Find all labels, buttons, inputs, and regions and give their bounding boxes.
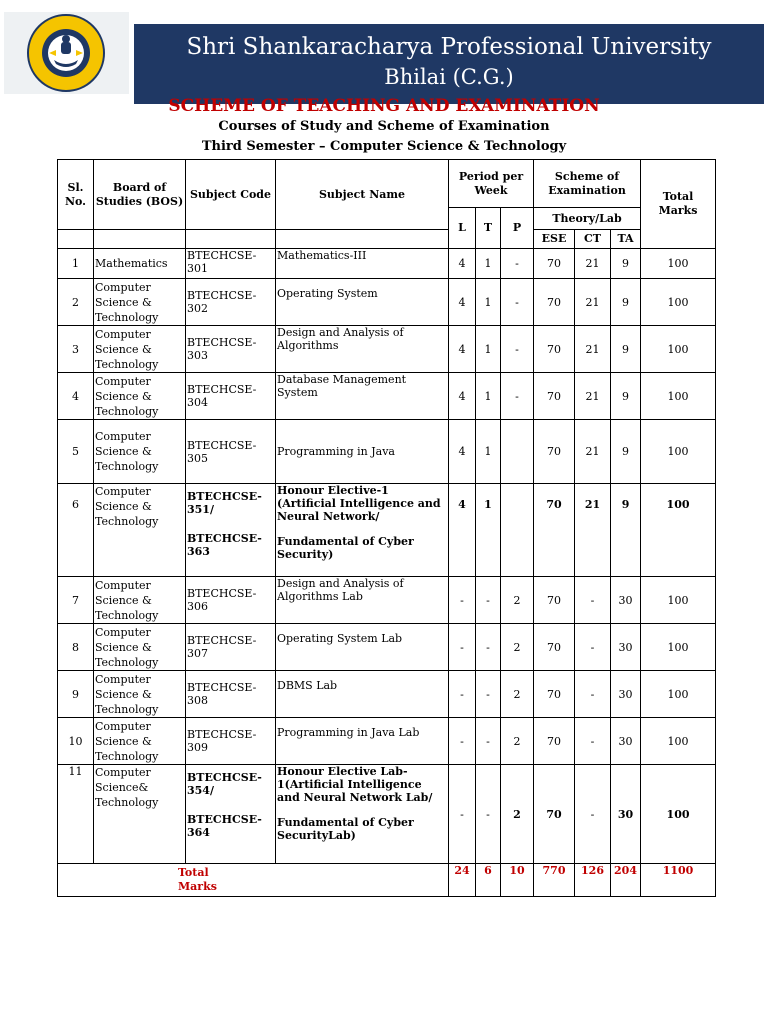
row-bos: Computer Science & Technology (94, 671, 186, 718)
row-name: Programming in Java Lab (276, 718, 449, 765)
row-name: Design and Analysis of Algorithms (276, 326, 449, 373)
col-ct: CT (575, 230, 611, 249)
col-bos-blank (94, 230, 186, 249)
table-row (58, 420, 716, 484)
row-sl: 8 (58, 624, 94, 671)
row-t: - (476, 671, 501, 718)
row-ct: 21 (575, 279, 611, 326)
row-code-cell (186, 484, 276, 577)
row-name-cell (276, 765, 449, 864)
row-t: 1 (476, 249, 501, 279)
row-name-cell (276, 484, 449, 577)
row-ct: - (575, 765, 611, 864)
row-l: 4 (449, 484, 476, 577)
row-ct: - (575, 577, 611, 624)
row-ta: 30 (611, 765, 641, 864)
row-ta: 9 (611, 326, 641, 373)
row-bos: Computer Science & Technology (94, 326, 186, 373)
row-total: 100 (641, 249, 716, 279)
university-location: Bhilai (C.G.) (384, 65, 514, 89)
row-t: 1 (476, 373, 501, 420)
row-ct: 21 (575, 484, 611, 577)
row-ta: 9 (611, 484, 641, 577)
row-sl: 6 (58, 484, 94, 577)
row-bos: Computer Science & Technology (94, 373, 186, 420)
row-bos: Computer Science & Technology (94, 718, 186, 765)
table-row (58, 279, 716, 326)
col-scheme: Scheme of Examination (534, 160, 641, 208)
row-ta: 30 (611, 577, 641, 624)
row-sl: 3 (58, 326, 94, 373)
row-name: Operating System (276, 279, 449, 326)
totals-l: 24 (449, 864, 476, 897)
row-bos: Computer Science& Technology (94, 765, 186, 864)
totals-t: 6 (476, 864, 501, 897)
totals-p: 10 (501, 864, 534, 897)
row-t: 1 (476, 279, 501, 326)
university-crest-icon (4, 12, 129, 94)
semester-subtitle: Third Semester – Computer Science & Technology (201, 139, 567, 154)
university-banner (134, 24, 764, 104)
row-total: 100 (641, 718, 716, 765)
row-l: - (449, 577, 476, 624)
row-ese: 70 (534, 373, 575, 420)
row-t: - (476, 718, 501, 765)
row-bos: Computer Science & Technology (94, 279, 186, 326)
row-t: - (476, 624, 501, 671)
row-name: Database Management System (276, 373, 449, 420)
row-sl: 4 (58, 373, 94, 420)
totals-ct: 126 (575, 864, 611, 897)
row-code: BTECHCSE-303 (186, 326, 276, 373)
row-p: 2 (501, 718, 534, 765)
col-ese: ESE (534, 230, 575, 249)
col-t: T (476, 208, 501, 249)
row-total: 100 (641, 671, 716, 718)
row-total: 100 (641, 765, 716, 864)
row-ese: 70 (534, 671, 575, 718)
col-period: Period per Week (449, 160, 534, 208)
row-code: BTECHCSE-309 (186, 718, 276, 765)
row-total: 100 (641, 420, 716, 484)
document-subtitle: Courses of Study and Scheme of Examination (218, 119, 550, 134)
row-ct: 21 (575, 373, 611, 420)
row-l: 4 (449, 326, 476, 373)
col-code: Subject Code (186, 160, 276, 230)
row-ese: 70 (534, 624, 575, 671)
scheme-table (57, 159, 716, 897)
table-row (58, 577, 716, 624)
row-code: BTECHCSE-306 (186, 577, 276, 624)
row-total: 100 (641, 373, 716, 420)
totals-total: 1100 (641, 864, 716, 897)
row-ta: 9 (611, 249, 641, 279)
row-p: - (501, 249, 534, 279)
row-t: 1 (476, 326, 501, 373)
row-bos: Computer Science & Technology (94, 577, 186, 624)
col-ta: TA (611, 230, 641, 249)
col-p: P (501, 208, 534, 249)
row-sl: 11 (58, 765, 94, 864)
university-name: Shri Shankaracharya Professional University (186, 34, 712, 60)
row-name: Design and Analysis of Algorithms Lab (276, 577, 449, 624)
table-row (58, 373, 716, 420)
col-code-blank (186, 230, 276, 249)
row-l: - (449, 624, 476, 671)
row-sl: 1 (58, 249, 94, 279)
row-code-alt: BTECHCSE-364 (187, 813, 262, 839)
row-code: BTECHCSE-354/ (187, 771, 262, 797)
row-name: DBMS Lab (276, 671, 449, 718)
row-ese: 70 (534, 249, 575, 279)
table-row (58, 718, 716, 765)
row-ta: 30 (611, 624, 641, 671)
row-p: 2 (501, 624, 534, 671)
col-bos: Board of Studies (BOS) (94, 160, 186, 230)
row-total: 100 (641, 484, 716, 577)
row-ese: 70 (534, 577, 575, 624)
row-name: Operating System Lab (276, 624, 449, 671)
row-total: 100 (641, 326, 716, 373)
row-ct: 21 (575, 249, 611, 279)
row-name-alt: Fundamental of Cyber Security) (277, 535, 414, 561)
row-ese: 70 (534, 326, 575, 373)
row-code-alt: BTECHCSE-363 (187, 532, 262, 558)
row-l: 4 (449, 373, 476, 420)
col-name-blank (276, 230, 449, 249)
row-ta: 9 (611, 279, 641, 326)
row-l: - (449, 671, 476, 718)
row-ese: 70 (534, 718, 575, 765)
row-code: BTECHCSE-308 (186, 671, 276, 718)
row-t: - (476, 577, 501, 624)
row-t: 1 (476, 484, 501, 577)
row-ct: - (575, 671, 611, 718)
row-ct: - (575, 718, 611, 765)
row-code: BTECHCSE-304 (186, 373, 276, 420)
document-title: SCHEME OF TEACHING AND EXAMINATION (168, 96, 600, 116)
row-name-alt: Fundamental of Cyber SecurityLab) (277, 816, 414, 842)
row-bos: Computer Science & Technology (94, 420, 186, 484)
row-l: - (449, 718, 476, 765)
row-p (501, 484, 534, 577)
row-sl: 10 (58, 718, 94, 765)
row-p: 2 (501, 671, 534, 718)
row-ta: 9 (611, 420, 641, 484)
row-p: 2 (501, 765, 534, 864)
row-ct: 21 (575, 420, 611, 484)
row-ese: 70 (534, 484, 575, 577)
row-name: Programming in Java (276, 420, 449, 484)
row-l: 4 (449, 420, 476, 484)
row-code-cell (186, 765, 276, 864)
row-code: BTECHCSE-301 (186, 249, 276, 279)
row-total: 100 (641, 279, 716, 326)
row-p (501, 420, 534, 484)
row-ese: 70 (534, 279, 575, 326)
totals-label: Total Marks (58, 864, 449, 897)
row-p: - (501, 326, 534, 373)
col-sl: Sl. No. (58, 160, 94, 230)
table-row (58, 249, 716, 279)
row-t: 1 (476, 420, 501, 484)
col-l: L (449, 208, 476, 249)
col-name: Subject Name (276, 160, 449, 230)
row-t: - (476, 765, 501, 864)
table-row (58, 484, 716, 577)
row-sl: 9 (58, 671, 94, 718)
row-code: BTECHCSE-351/ (187, 490, 262, 516)
row-name: Honour Elective Lab-1(Artificial Intelligence and Neural Network Lab/ (277, 765, 433, 804)
row-total: 100 (641, 577, 716, 624)
table-row (58, 326, 716, 373)
row-p: - (501, 279, 534, 326)
row-total: 100 (641, 624, 716, 671)
row-ese: 70 (534, 420, 575, 484)
table-row (58, 671, 716, 718)
row-sl: 5 (58, 420, 94, 484)
row-ta: 30 (611, 671, 641, 718)
row-code: BTECHCSE-305 (186, 420, 276, 484)
row-ese: 70 (534, 765, 575, 864)
row-p: 2 (501, 577, 534, 624)
col-total: Total Marks (641, 160, 716, 249)
totals-ta: 204 (611, 864, 641, 897)
row-code: BTECHCSE-302 (186, 279, 276, 326)
row-ct: - (575, 624, 611, 671)
row-sl: 2 (58, 279, 94, 326)
row-ta: 9 (611, 373, 641, 420)
totals-row (58, 864, 716, 897)
col-theory-lab: Theory/Lab (534, 208, 641, 230)
row-l: - (449, 765, 476, 864)
row-name: Honour Elective-1 (Artificial Intelligence and Neural Network/ (277, 484, 441, 523)
page-header (2, 12, 762, 94)
row-sl: 7 (58, 577, 94, 624)
row-ct: 21 (575, 326, 611, 373)
table-row (58, 624, 716, 671)
row-bos: Computer Science & Technology (94, 484, 186, 577)
row-name: Mathematics-III (276, 249, 449, 279)
row-ta: 30 (611, 718, 641, 765)
row-bos: Computer Science & Technology (94, 624, 186, 671)
table-row (58, 765, 716, 864)
totals-ese: 770 (534, 864, 575, 897)
row-bos: Mathematics (94, 249, 186, 279)
row-p: - (501, 373, 534, 420)
col-sl-blank (58, 230, 94, 249)
row-code: BTECHCSE-307 (186, 624, 276, 671)
row-l: 4 (449, 279, 476, 326)
logo-box (4, 12, 129, 94)
row-l: 4 (449, 249, 476, 279)
